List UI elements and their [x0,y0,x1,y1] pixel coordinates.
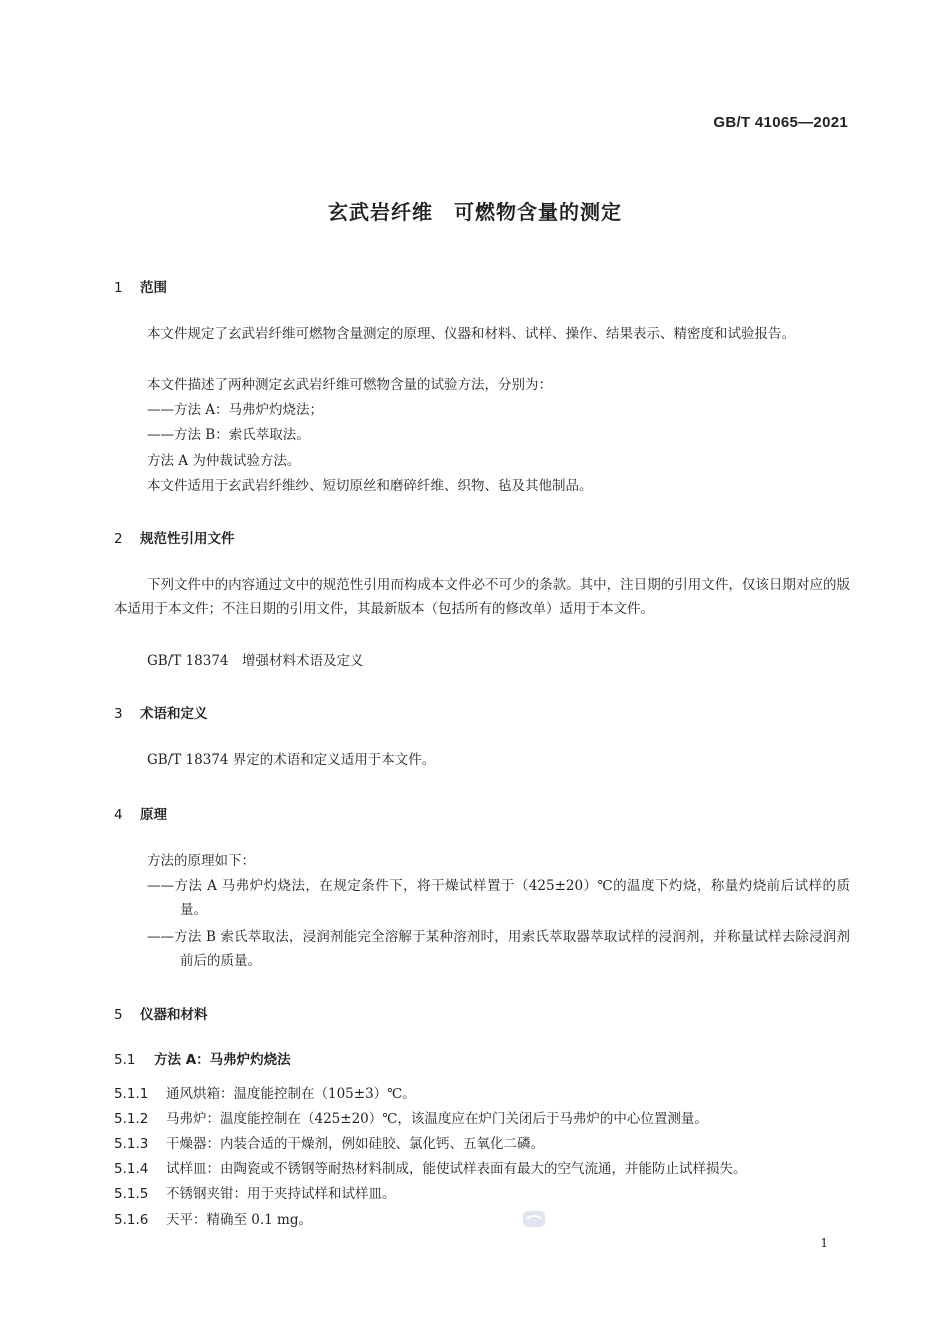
clause-item [114,1182,396,1206]
section-title: 范围 [140,280,167,296]
normative-reference: GB/T 18374 增强材料术语及定义 [147,653,364,669]
clause-number: 5.1.2 [114,1111,149,1127]
clause-text: 试样皿：由陶瓷或不锈钢等耐热材料制成，能使试样表面有最大的空气流通，并能防止试样损失。 [166,1161,747,1177]
clause-item [114,1082,416,1106]
section-4-heading [114,803,167,823]
page-number: 1 [820,1236,828,1250]
list-item: ——方法 A 马弗炉灼烧法，在规定条件下，将干燥试样置于（425±20）℃的温度下灼烧，称量灼烧前后试样的质量。 [147,878,850,918]
clause-item [114,1107,708,1131]
clause-number: 5.1.4 [114,1161,149,1177]
clause-item [114,1157,747,1181]
paragraph: 方法 A 为仲裁试验方法。 [147,453,301,469]
standard-code: GB/T 41065—2021 [713,114,848,131]
list-item: ——方法 B：索氏萃取法。 [147,427,310,443]
clause-item [114,1132,544,1156]
subsection-number: 5.1 [114,1052,136,1068]
clause-text: 干燥器：内装合适的干燥剂，例如硅胶、氯化钙、五氧化二磷。 [166,1136,544,1152]
document-title: 玄武岩纤维 可燃物含量的测定 [328,200,622,224]
paragraph: 本文件规定了玄武岩纤维可燃物含量测定的原理、仪器和材料、试样、操作、结果表示、精密度和试验报告。 [147,326,795,342]
section-3-heading [114,702,208,722]
clause-number: 5.1.5 [114,1186,149,1202]
section-number: 4 [114,807,123,823]
clause-number: 5.1.3 [114,1136,149,1152]
section-1-heading [114,276,167,296]
list-item: ——方法 B 索氏萃取法，浸润剂能完全溶解于某种溶剂时，用索氏萃取器萃取试样的浸润剂，并称量试样去除浸润剂前后的质量。 [147,929,850,969]
paragraph: 本文件描述了两种测定玄武岩纤维可燃物含量的试验方法，分别为： [147,377,552,393]
clause-text: 马弗炉：温度能控制在（425±20）℃，该温度应在炉门关闭后于马弗炉的中心位置测量。 [166,1111,708,1127]
section-title: 规范性引用文件 [140,531,235,547]
clause-text: 天平：精确至 0.1 mg。 [166,1212,312,1228]
section-2-heading [114,527,235,547]
section-5-heading [114,1003,208,1023]
clause-text: 通风烘箱：温度能控制在（105±3）℃。 [166,1086,416,1102]
clause-text: 不锈钢夹钳：用于夹持试样和试样皿。 [166,1186,396,1202]
section-number: 1 [114,280,123,296]
clause-item [114,1208,312,1232]
section-title: 术语和定义 [140,706,208,722]
section-number: 3 [114,706,123,722]
paragraph: 方法的原理如下： [147,853,255,869]
section-number: 5 [114,1007,123,1023]
subsection-5-1-heading [114,1048,291,1068]
section-title: 原理 [140,807,167,823]
clause-number: 5.1.6 [114,1212,149,1228]
paragraph: 下列文件中的内容通过文中的规范性引用而构成本文件必不可少的条款。其中，注日期的引用文件，仅该日期对应的版本适用于本文件；不注日期的引用文件，其最新版本（包括所有的修改单）适用于本文件。 [114,577,850,617]
paragraph: 本文件适用于玄武岩纤维纱、短切原丝和磨碎纤维、织物、毡及其他制品。 [147,478,593,494]
subsection-title: 方法 A：马弗炉灼烧法 [154,1052,291,1068]
section-title: 仪器和材料 [140,1007,208,1023]
paragraph: GB/T 18374 界定的术语和定义适用于本文件。 [147,752,436,768]
clause-number: 5.1.1 [114,1086,149,1102]
list-item: ——方法 A：马弗炉灼烧法； [147,402,324,418]
section-number: 2 [114,531,123,547]
watermark-logo-icon [522,1210,546,1228]
